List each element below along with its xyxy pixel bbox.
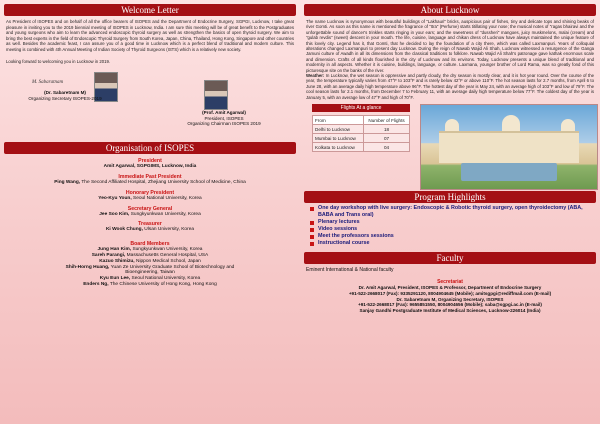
board-member	[4, 282, 296, 288]
table-row	[313, 134, 410, 143]
board-name: Jung Han Kim,	[97, 247, 132, 253]
immediate-past-title: Immediate Past President	[118, 173, 182, 180]
welcome-letter-body: As President of ISOPES and on behalf of all the office bearers of ISOPES and the Department of Endocrine Surgery, SGPGI, Lucknow, I take great pleasure in inviting you to the 2019 biennial meeting of ISOPES in Lucknow, India. I am sure this meeting will be of great benefit to the Postgraduates and young surgeons who aim to learn the advanced endoscopic thyroid surgery as well as strengthen the basics of open thyroid surgery. We aim to bring the best experts in the field of Endoscopic Thyroid Surgery from South Korea, Japan, China, Thailand, Hong Kong, Singapore and other countries as well. Besides the academic feast, I can assure you of a good time in Lucknow which is a perfect blend of traditional and modern culture. This meeting is combined with 4th Annual Meeting of Indian Society of Thyroid Surgeons (ISTS) which is a relatively new society.	[6, 19, 294, 52]
flights-table	[312, 115, 410, 152]
faculty-text: Eminent International & National faculty	[306, 267, 394, 274]
secretariat-title: Secretariat	[437, 279, 463, 286]
right-signatory-role2: Organizing Chairman ISOPES 2019	[187, 121, 261, 127]
honorary-aff: Seoul National University, Korea	[133, 195, 202, 201]
board-aff: Seoul National University, Korea	[131, 276, 201, 282]
honorary-line	[4, 196, 296, 202]
signatures-row	[4, 70, 296, 132]
secretariat-line: Dr. Amit Agarwal, President, ISOPES & Professor, Department of Endocrine Surgery	[358, 285, 542, 291]
board-aff: Yuan Ze University Graduate School of Biotechnology and	[110, 264, 235, 270]
secretariat-line: +91-522-2668017 (Fax): 9335291120, 8004904645 (Mobile); amitsgpgi@rediffmail.com (E-mail)	[348, 290, 552, 296]
president-text: Amit Agarwal, SGPGIMS, Lucknow, India	[103, 164, 197, 170]
board-aff: Massachusetts General Hospital, USA	[126, 252, 209, 258]
program-highlights-list	[310, 205, 596, 247]
flight-count: 04	[364, 143, 410, 152]
president-name	[4, 164, 296, 170]
board-name: Kazuo Shimizu,	[99, 258, 135, 264]
secretariat-line: Dr. Sabaretnam M, Organizing Secretary, ISOPES	[396, 296, 504, 302]
flight-from: Kolkata to Lucknow	[313, 143, 364, 152]
list-item: Meet the professors sessions	[310, 233, 596, 240]
treasurer-line	[4, 227, 296, 233]
right-column	[304, 4, 596, 314]
organisation-header: Organisation of ISOPES	[4, 142, 296, 154]
flight-from: Mumbai to Lucknow	[313, 134, 364, 143]
list-item: One day workshop with live surgery: Endoscopic & Robotic thyroid surgery, open thyroidectomy (ABA, BABA and Trans oral)	[310, 205, 596, 219]
right-signatory-name: (Prof. Amit Agarwal)	[202, 110, 246, 116]
welcome-letter-header: Welcome Letter	[4, 4, 296, 16]
immediate-past-name: Ping Wang,	[54, 179, 81, 185]
board-name: Sareh Parangi,	[91, 252, 126, 258]
program-highlights-header: Program Highlights	[304, 191, 596, 203]
secretariat-line: +91-522-2668017 (Fax): 9655851550, 8004904656 (Mobile); saba@sgpgi.ac.in (E-mail)	[358, 302, 542, 308]
flights-table-head	[313, 116, 410, 125]
table-row	[313, 143, 410, 152]
board-name: Kyu Eun Lee,	[99, 276, 131, 282]
board-name: Enders Ng,	[83, 281, 109, 287]
board-aff: Bioengineering, Taiwan	[125, 270, 175, 276]
flight-count: 07	[364, 134, 410, 143]
left-column	[4, 4, 296, 288]
immediate-past-aff: The Second Affiliated Hospital, Zhejiang University School of Medicine, China	[81, 179, 246, 185]
honorary-title: Honorary President	[125, 189, 175, 196]
left-signatory	[20, 90, 110, 101]
weather-label: Weather:	[306, 73, 325, 79]
honorary-name: Yeo-Kyu Youn,	[98, 195, 132, 201]
flights-section	[306, 104, 596, 189]
about-lucknow-body: The name Lucknow is synonymous with beautiful buildings of "Lakhauri" bricks, auspicious pair of fishes, tiny and delicate tops and shining beaks of river Gomti. As soon as this name is mentioned the fragrance of "Itra" (Perfume) starts titillating your nose; the musical notes of "ragas bhairavi and the unforgettable sound of dancer's trinkles starts ringing in your ears; and the sweetness of "dussheri" mangoes, juicy muskmelons, malai (cream) and "gulab revdis" (sweet) descent in your mouth. The life, cuisine, language and chikan dress of Lucknow have always maintained the unique feature of this lovely city. Legend has it, that Gomti, that he decided to lay the foundation of a city there, which was called Laxmanpuri. Years of colloquial alterations changed Laxmanpuri to present day Lucknow. During the reign of Nawab Wajid Ali Shah, Lucknow witnessed a resurgence of the Ganga Jamuni culture of Awadh in all its dimensions from the classical traditions to folklore. Nawab Wajid Ali Shah's patronage gave kathak enormous scale and dimension. Crafts of all kinds flourished in the city of Lucknow and its environs. Today, Lucknow presents a unique blend of traditional and modernity in all aspects. Whether it is cuisine, buildings, language, or culture. Laxmana, younger brother of Lord Rama, was so greatly fond of this picturesque site on the banks of the river.	[306, 19, 594, 73]
president-title: President	[138, 158, 162, 165]
left-signatory-name: (Dr. Sabaretnam M)	[44, 90, 86, 96]
left-signatory-role: Organizing Secretary ISOPES-2019	[28, 95, 102, 101]
flights-col-from: From	[313, 116, 364, 125]
weather-paragraph	[306, 73, 594, 100]
treasurer-name: Ki Wook Chung,	[105, 227, 143, 233]
about-lucknow-header: About Lucknow	[304, 4, 596, 16]
board-title: Board Members	[130, 241, 170, 248]
table-row	[313, 125, 410, 134]
right-signatory	[174, 110, 274, 127]
lucknow-palace-photo	[420, 104, 598, 190]
list-item: Video sessions	[310, 226, 596, 233]
board-aff: Sungkyunkwan University, Korea	[132, 247, 203, 253]
secgen-title: Secretary General	[127, 205, 173, 212]
faculty-header: Faculty	[304, 252, 596, 264]
flights-col-num: Number of Flights	[364, 116, 410, 125]
secgen-name: Jee Soo Kim,	[99, 211, 130, 217]
secgen-aff: Sungkyunkwan University, Korea	[130, 211, 201, 217]
secretariat-line: Sanjay Gandhi Postgraduate Institute of Medical Sciences, Lucknow-226014 (India)	[359, 308, 541, 314]
immediate-past-line	[4, 180, 296, 186]
list-item: Instructional course	[310, 240, 596, 247]
secgen-line	[4, 212, 296, 218]
weather-text: In Lucknow, the wet season is oppressive and partly cloudy, the dry season is mostly clear, and it is hot year round. Over the course of the year, the temperature typically varies from 47°F to 103°F and is rarely below 42°F or above 110°F. The hot season lasts for 2.7 months, from April 6 to June 28, with an average daily high temperature above 96°F. The hottest day of the year is May 24, with an average high of 103°F and low of 79°F. The cool season lasts for 2.1 months, from December 7 to February 11, with an average daily high temperature below 77°F. The coldest day of the year is January 5, with an average low of 47°F and high of 70°F.	[306, 73, 594, 100]
board-aff: Nippon Medical School, Japan	[135, 258, 201, 264]
flight-count: 18	[364, 125, 410, 134]
left-signature: M. Sabaratnam	[32, 80, 64, 86]
treasurer-title: Treasurer	[138, 221, 162, 228]
list-item: Plenary lectures	[310, 219, 596, 226]
board-name: Shih-Horng Huang,	[65, 264, 110, 270]
board-aff: The Chinese University of Hong Kong, Hong Kong	[109, 281, 217, 287]
president-photo	[204, 80, 228, 110]
flights-header: Flights At a glance	[312, 104, 410, 112]
treasurer-aff: Ulsan University, Korea	[144, 227, 195, 233]
welcome-closing: Looking forward to welcoming you in Lucknow in 2019.	[6, 58, 111, 64]
flight-from: Delhi to Lucknow	[313, 125, 364, 134]
right-signatory-role1: President, ISOPES	[204, 115, 244, 121]
